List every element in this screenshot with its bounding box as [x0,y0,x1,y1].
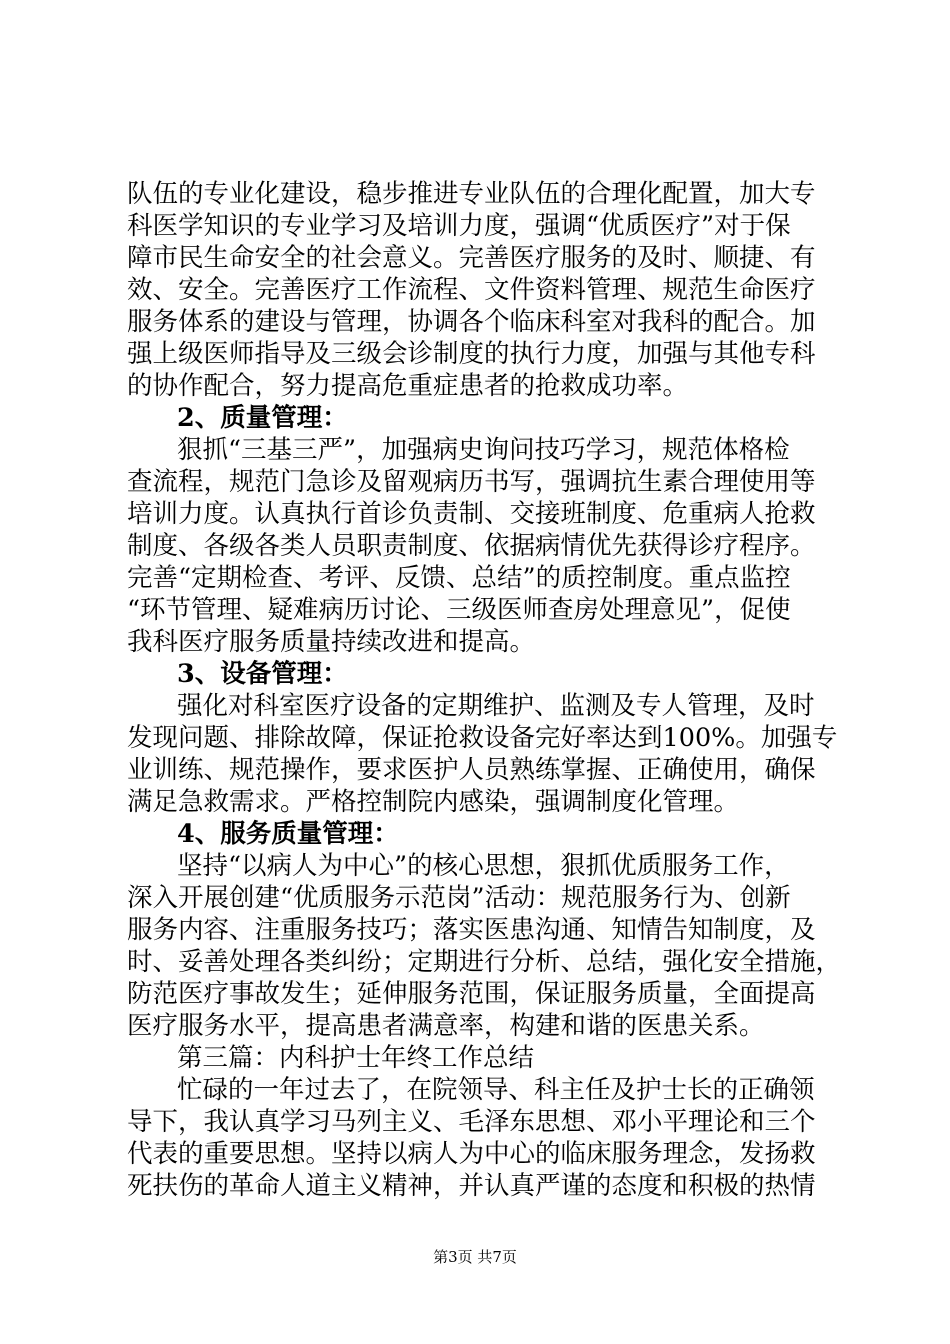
text-line: 防范医疗事故发生；延伸服务范围，保证服务质量，全面提高 [127,979,816,1009]
text-line: 医疗服务水平，提高患者满意率，构建和谐的医患关系。 [127,1011,765,1041]
text-line: 科医学知识的专业学习及培训力度，强调“优质医疗”对于保 [127,211,791,241]
text-line: 导下，我认真学习马列主义、毛泽东思想、邓小平理论和三个 [127,1107,816,1137]
text-line: 忙碌的一年过去了，在院领导、科主任及护士长的正确领 [177,1075,815,1105]
text-line: 队伍的专业化建设，稳步推进专业队伍的合理化配置，加大专 [127,179,816,209]
text-line: 满足急救需求。严格控制院内感染，强调制度化管理。 [127,787,740,817]
text-line: 查流程，规范门急诊及留观病历书写，强调抗生素合理使用等 [127,467,816,497]
text-line: 发现问题、排除故障，保证抢救设备完好率达到100%。加强专 [127,723,838,753]
text-line: 时、妥善处理各类纠纷；定期进行分析、总结，强化安全措施， [127,947,842,977]
text-line: 的协作配合，努力提高危重症患者的抢救成功率。 [127,371,689,401]
text-line: 死扶伤的革命人道主义精神，并认真严谨的态度和积极的热情 [127,1171,816,1201]
text-line: 狠抓“三基三严”，加强病史询问技巧学习，规范体格检 [177,435,790,465]
text-line: 障市民生命安全的社会意义。完善医疗服务的及时、顺捷、有 [127,243,816,273]
chapter-title: 第三篇：内科护士年终工作总结 [177,1043,535,1073]
text-line: 坚持“以病人为中心”的核心思想，狠抓优质服务工作， [177,851,790,881]
text-line: 强上级医师指导及三级会诊制度的执行力度，加强与其他专科 [127,339,816,369]
page-number-footer: 第3页 共7页 [433,1248,517,1266]
body-text [127,178,842,1202]
text-line: 制度、各级各类人员职责制度、依据病情优先获得诊疗程序。 [127,531,816,561]
text-line: 代表的重要思想。坚持以病人为中心的临床服务理念，发扬救 [127,1139,816,1169]
text-line: 效、安全。完善医疗工作流程、文件资料管理、规范生命医疗 [127,275,816,305]
section-heading-equipment: 3、设备管理： [177,659,348,689]
text-line: 培训力度。认真执行首诊负责制、交接班制度、危重病人抢救 [127,499,816,529]
text-line: 强化对科室医疗设备的定期维护、监测及专人管理，及时 [177,691,815,721]
text-line: 服务内容、注重服务技巧；落实医患沟通、知情告知制度，及 [127,915,816,945]
section-heading-service: 4、服务质量管理： [177,819,399,849]
text-line: 完善“定期检查、考评、反馈、总结”的质控制度。重点监控 [127,563,791,593]
text-line: 服务体系的建设与管理，协调各个临床科室对我科的配合。加 [127,307,816,337]
text-line: 深入开展创建“优质服务示范岗”活动：规范服务行为、创新 [127,883,791,913]
section-heading-quality: 2、质量管理： [177,403,348,433]
text-line: 我科医疗服务质量持续改进和提高。 [127,627,536,657]
text-line: “环节管理、疑难病历讨论、三级医师查房处理意见”，促使 [127,595,791,625]
text-line: 业训练、规范操作，要求医护人员熟练掌握、正确使用，确保 [127,755,816,785]
